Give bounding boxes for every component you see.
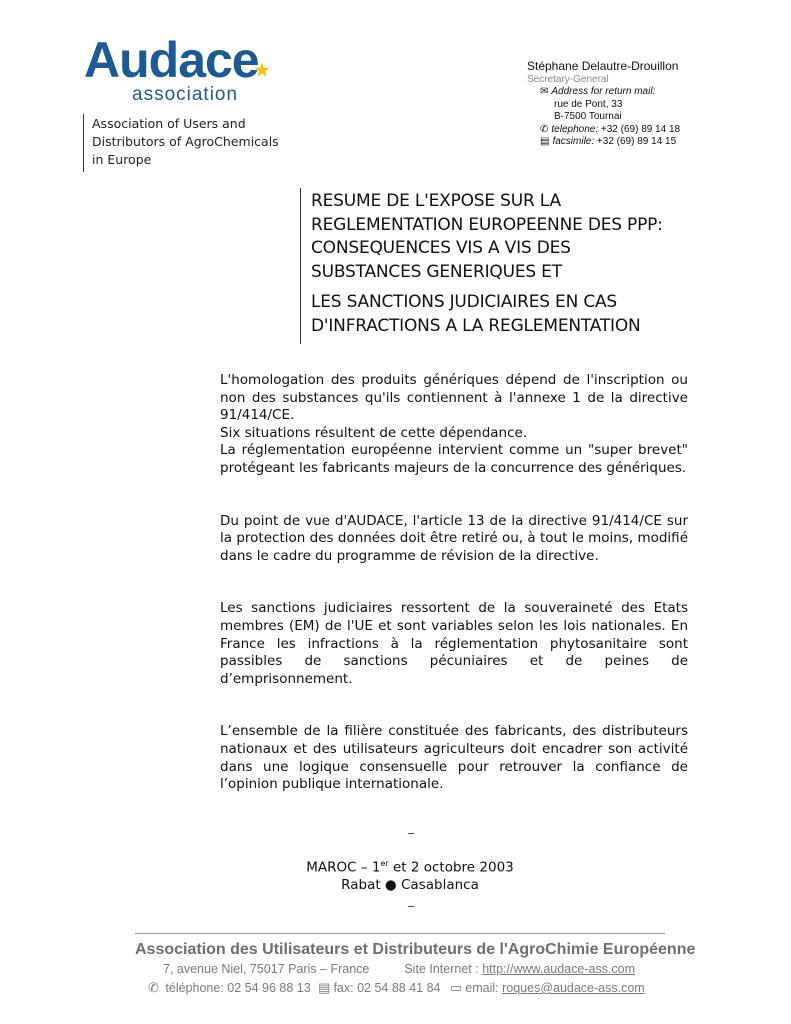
association-divider: [83, 114, 84, 172]
phone-icon: ✆: [540, 123, 549, 135]
footer-telephone: téléphone: 02 54 96 88 13: [165, 981, 311, 995]
sender-role: Secretary-General: [527, 74, 609, 85]
separator-dash: _: [408, 820, 414, 834]
title-line: SUBSTANCES GENERIQUES ET: [311, 261, 562, 282]
association-line: Association of Users and: [92, 116, 246, 131]
event-date: MAROC – 1er et 2 octobre 2003: [306, 859, 514, 876]
footer-contact-line: [148, 980, 645, 996]
footer-email-link[interactable]: roques@audace-ass.com: [502, 981, 645, 995]
paragraph: Du point de vue d'AUDACE, l'article 13 de la directive 91/414/CE sur la protection des données doit être retiré ou, à tout le moins, modifié dans le cadre du programme de révision de la directive.: [220, 512, 688, 564]
logo-brand-text: Audace: [84, 32, 259, 88]
phone-icon: ✆: [148, 980, 159, 995]
footer-site-label: Site Internet :: [404, 962, 479, 976]
fax-icon: ▤: [540, 136, 550, 147]
audace-logo: [84, 30, 284, 110]
computer-icon: ▭: [449, 980, 463, 995]
association-line: Distributors of AgroChemicals: [92, 134, 279, 149]
event-info: [300, 855, 520, 894]
footer-address: 7, avenue Niel, 75017 Paris – France: [163, 962, 370, 976]
city: B-7500 Tournai: [554, 111, 622, 122]
footer-site-link[interactable]: http://www.audace-ass.com: [482, 962, 636, 976]
telephone-line: [527, 124, 680, 137]
logo-sub-text: association: [132, 84, 239, 105]
telephone-label: telephone:: [551, 123, 599, 135]
title-line: REGLEMENTATION EUROPEENNE DES PPP:: [311, 214, 663, 235]
footer-fax: fax: 02 54 88 41 84: [333, 981, 441, 995]
paragraph: Six situations résultent de cette dépendance.: [220, 424, 528, 441]
footer-divider: [135, 933, 665, 934]
facsimile-line: [527, 136, 680, 149]
fax-icon: ▤: [318, 980, 331, 995]
facsimile-label: facsimile:: [552, 136, 595, 147]
title-line: D'INFRACTIONS A LA REGLEMENTATION: [311, 315, 641, 336]
paragraph: L'homologation des produits génériques dépend de l'inscription ou non des substances qu'ils contiennent à l'annexe 1 de la directive 91/414/CE.: [220, 372, 688, 424]
title-line: LES SANCTIONS JUDICIAIRES EN CAS: [311, 292, 618, 312]
title-line: RESUME DE L'EXPOSE SUR LA: [311, 191, 561, 211]
paragraph: La réglementation européenne intervient comme un "super brevet" protégeant les fabricants majeurs de la concurrence des génériques.: [220, 442, 688, 476]
paragraph: Les sanctions judiciaires ressortent de la souveraineté des Etats membres (EM) de l'UE et sont variables selon les lois nationales. En France les infractions à la réglementation phytosanitaire sont passibles de sanctions pécuniaires et de peines de d’emprisonnement.: [220, 600, 688, 687]
footer-email-label: email:: [465, 981, 499, 995]
title-line: CONSEQUENCES VIS A VIS DES: [311, 238, 571, 258]
star-icon: [254, 62, 270, 78]
event-location: Rabat ● Casablanca: [341, 876, 479, 893]
street: rue de Pont, 33: [554, 98, 623, 110]
telephone-value: +32 (69) 89 14 18: [600, 123, 681, 135]
sender-name: Stéphane Delautre-Drouillon: [527, 59, 679, 73]
envelope-icon: ✉: [540, 86, 549, 97]
footer-address-line: [163, 962, 635, 976]
footer-title: Association des Utilisateurs et Distributeurs de l'AgroChimie Européenne: [135, 941, 696, 958]
association-name: [92, 115, 279, 169]
paragraph: L’ensemble de la filière constituée des fabricants, des distributeurs nationaux et des utilisateurs agriculteurs doit encadrer son activité dans une logique consensuelle pour retrouver la confiance de l’opinion publique internationale.: [220, 723, 688, 793]
return-address-label: ✉ Address for return mail:: [540, 86, 656, 97]
sender-contact: [527, 59, 680, 149]
facsimile-value: +32 (69) 89 14 15: [596, 136, 677, 147]
separator-dash: _: [408, 893, 414, 907]
title-divider: [300, 188, 301, 344]
document-title: [311, 190, 663, 338]
document-body: [220, 372, 688, 794]
association-line: in Europe: [92, 152, 152, 167]
